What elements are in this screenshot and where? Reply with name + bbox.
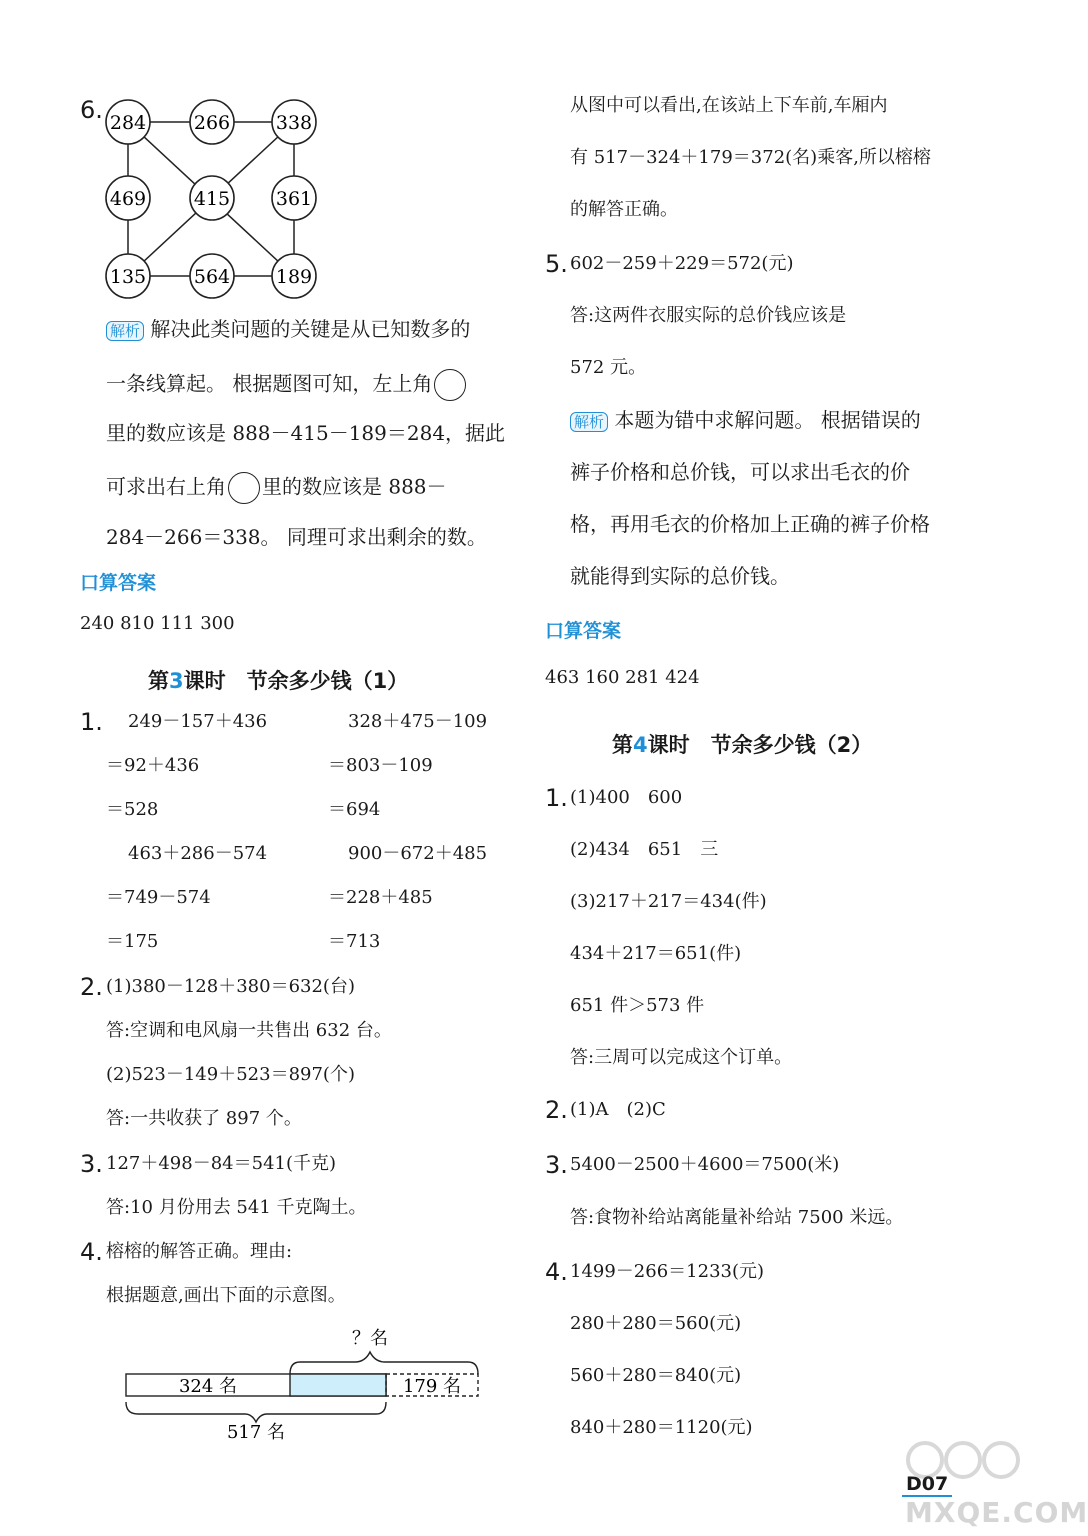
diagram-bottom-label: 517 名 (226, 1422, 286, 1443)
kousuan-answer-title: 口算答案 (545, 620, 622, 642)
l4q1-number: 1. (545, 784, 568, 812)
l4q1-line: 434＋217＝651(件) (570, 943, 742, 964)
inline-circle-icon (434, 369, 466, 401)
l4q4-line: 840＋280＝1120(元) (570, 1417, 753, 1438)
l3q4-line: 根据题意,画出下面的示意图。 (106, 1285, 346, 1306)
l3q2-line: (1)380－128＋380＝632(台) (106, 976, 355, 997)
l3q2-number: 2. (80, 973, 103, 1001)
l3q5-analysis-line-1 (570, 408, 921, 432)
l3q2-line: 答:一共收获了 897 个。 (106, 1108, 302, 1129)
l3q4-number: 4. (80, 1238, 103, 1266)
l3q1-col2-line: ＝803－109 (328, 755, 433, 776)
q6-analysis-line-5: 284－266＝338。 同理可求出剩余的数。 (106, 525, 487, 549)
l3q2-line: 答:空调和电风扇一共售出 632 台。 (106, 1020, 392, 1041)
q6-analysis-text: 里的数应该是 888－ (262, 474, 447, 499)
bar-diagram (120, 1322, 490, 1444)
l3q5-analysis-text: 本题为错中求解问题。 根据错误的 (614, 408, 921, 432)
q6-analysis-line-2 (106, 369, 468, 401)
q4-continued-line: 的解答正确。 (570, 199, 678, 220)
watermark-text: MXQE.COM (905, 1496, 1088, 1529)
lesson-3-title: 第3课时 节余多少钱（1） (148, 669, 409, 693)
watermark-logo-icon (905, 1440, 1025, 1480)
l3q1-col2-line: ＝228＋485 (328, 887, 433, 908)
l3q1-col1-line: ＝749－574 (106, 887, 211, 908)
diagram-top-label: ？名 (352, 1328, 388, 1349)
l3q1-col2-line: 900－672＋485 (348, 843, 488, 864)
q6-analysis-line-1 (106, 317, 470, 341)
l4q4-line: 280＋280＝560(元) (570, 1313, 742, 1334)
number-circle-diagram (100, 94, 325, 304)
number-circle-value: 564 (193, 266, 231, 288)
l3q5-analysis-line-2: 裤子价格和总价钱，可以求出毛衣的价 (570, 460, 910, 484)
l4q1-line: (3)217＋217＝434(件) (570, 891, 767, 912)
l4q4-line: 1499－266＝1233(元) (570, 1261, 765, 1282)
kousuan-answers: 463 160 281 424 (545, 667, 700, 688)
analysis-tag: 解析 (570, 412, 608, 432)
l3q5-line: 572 元。 (570, 357, 647, 378)
l3q1-col1-line: ＝528 (106, 799, 159, 820)
l3q5-analysis-line-3: 格，再用毛衣的价格加上正确的裤子价格 (570, 512, 930, 536)
number-circle-value: 415 (193, 188, 231, 210)
number-circle-value: 284 (109, 112, 147, 134)
l3q5-line: 答:这两件衣服实际的总价钱应该是 (570, 305, 847, 326)
l4q2-line: (1)A (2)C (570, 1099, 666, 1120)
q6-analysis-text: 一条线算起。 根据题图可知，左上角 (106, 371, 433, 396)
l4q1-line: (1)400 600 (570, 787, 683, 808)
l3q1-col2-line: ＝694 (328, 799, 381, 820)
page-number: D07 (902, 1473, 952, 1497)
l3q1-col1-line: 249－157＋436 (128, 711, 268, 732)
l3q5-line: 602－259＋229＝572(元) (570, 253, 794, 274)
q4-continued-line: 有 517－324＋179＝372(名)乘客,所以榕榕 (570, 147, 931, 168)
l3q4-line: 榕榕的解答正确。理由: (106, 1241, 293, 1262)
l3q3-number: 3. (80, 1150, 103, 1178)
number-circle-value: 135 (109, 266, 147, 288)
l3q5-number: 5. (545, 250, 568, 278)
l4q3-line: 5400－2500＋4600＝7500(米) (570, 1154, 840, 1175)
diagram-left-label: 324 名 (178, 1376, 238, 1397)
l3q1-col1-line: 463＋286－574 (128, 843, 268, 864)
l3q1-col2-line: ＝713 (328, 931, 381, 952)
q6-analysis-text: 可求出右上角 (106, 474, 226, 499)
number-circle-value: 469 (109, 188, 147, 210)
l3q1-number: 1. (80, 708, 103, 736)
l3q1-col2-line: 328＋475－109 (348, 711, 488, 732)
number-circle-value: 266 (193, 112, 231, 134)
q6-number: 6. (80, 96, 103, 124)
l4q3-line: 答:食物补给站离能量补给站 7500 米远。 (570, 1207, 904, 1228)
inline-circle-icon (228, 472, 260, 504)
l4q3-number: 3. (545, 1151, 568, 1179)
l3q3-line: 127＋498－84＝541(千克) (106, 1153, 337, 1174)
l4q4-number: 4. (545, 1258, 568, 1286)
number-circle-value: 338 (275, 112, 313, 134)
diagram-right-label: 179 名 (402, 1376, 462, 1397)
l4q1-line: (2)434 651 三 (570, 839, 719, 860)
lesson-4-title: 第4课时 节余多少钱（2） (612, 733, 873, 757)
q6-analysis-text: 解决此类问题的关键是从已知数多的 (150, 317, 471, 341)
l3q2-line: (2)523－149＋523＝897(个) (106, 1064, 355, 1085)
analysis-tag: 解析 (106, 321, 144, 341)
l3q3-line: 答:10 月份用去 541 千克陶土。 (106, 1197, 367, 1218)
number-circle-value: 189 (275, 266, 313, 288)
l4q1-line: 答:三周可以完成这个订单。 (570, 1047, 793, 1068)
l4q2-number: 2. (545, 1096, 568, 1124)
l3q5-analysis-line-4: 就能得到实际的总价钱。 (570, 564, 790, 588)
number-circle-value: 361 (275, 188, 313, 210)
q6-analysis-line-3: 里的数应该是 888－415－189＝284，据此 (106, 421, 506, 445)
q6-analysis-line-4 (106, 472, 447, 504)
kousuan-answers: 240 810 111 300 (80, 613, 235, 634)
kousuan-answer-title: 口算答案 (80, 572, 157, 594)
l4q1-line: 651 件＞573 件 (570, 995, 705, 1016)
l3q1-col1-line: ＝92＋436 (106, 755, 200, 776)
l3q1-col1-line: ＝175 (106, 931, 159, 952)
l4q4-line: 560＋280＝840(元) (570, 1365, 742, 1386)
q4-continued-line: 从图中可以看出,在该站上下车前,车厢内 (570, 95, 888, 116)
